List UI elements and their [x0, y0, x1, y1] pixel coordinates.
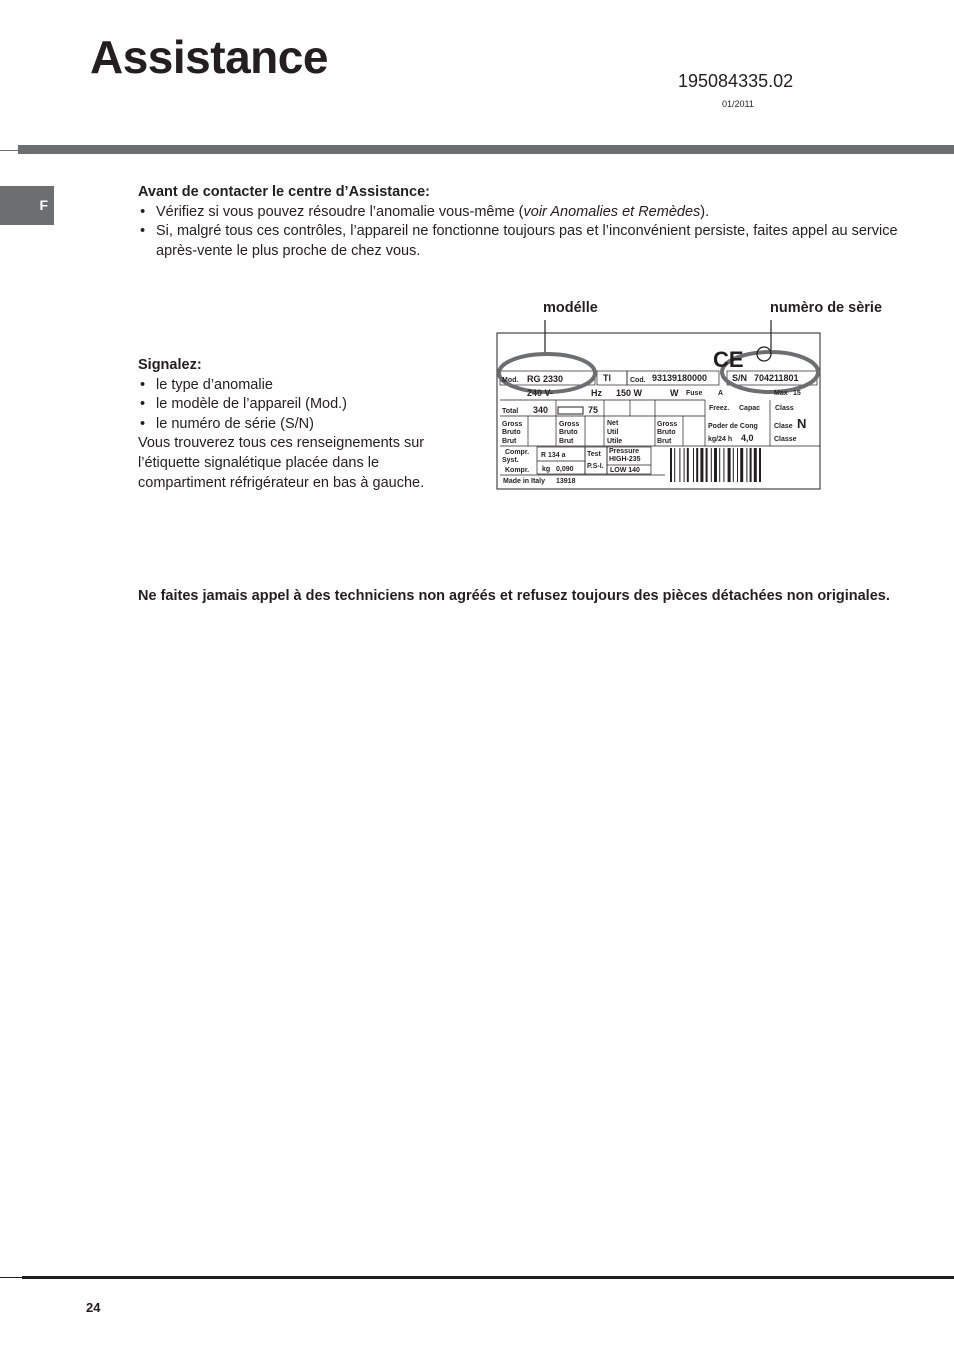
- plate-classe: Classe: [774, 436, 797, 443]
- plate-kompr: Kompr.: [505, 467, 530, 474]
- signal-item: [138, 415, 458, 435]
- footer-rule-left: [0, 1277, 22, 1278]
- signal-item-text: le modèle de l’appareil (Mod.): [156, 396, 348, 413]
- plate-refrigerant: R 134 a: [541, 452, 566, 459]
- plate-class-value: N: [797, 416, 807, 431]
- plate-cod-value: 93139180000: [652, 373, 708, 383]
- plate-kg: kg: [542, 466, 551, 473]
- barcode-bar: [740, 448, 743, 482]
- plate-bruto-2: Bruto: [559, 429, 578, 436]
- plate-cod-label: Cod.: [630, 377, 646, 384]
- bullet-2-text: Si, malgré tous ces contrôles, l’appareil ne fonctionne toujours pas et l’inconvénient persiste, faites appel au service après-vente le plus proche de chez vous.: [156, 223, 898, 259]
- plate-class: Class: [775, 405, 794, 412]
- rating-plate: [440, 318, 840, 498]
- plate-syst: Syst.: [502, 457, 519, 464]
- document-date: 01/2011: [722, 99, 754, 109]
- plate-made-in: Made in Italy: [503, 478, 546, 485]
- signal-item: [138, 376, 458, 396]
- plate-hz: Hz: [591, 388, 602, 398]
- bullet-dot: •: [140, 376, 146, 393]
- plate-utile: Utile: [607, 438, 623, 445]
- barcode-bar: [687, 448, 689, 482]
- plate-total: Total: [502, 408, 519, 415]
- barcode-bar: [759, 448, 761, 482]
- plate-max: Max: [774, 390, 788, 397]
- barcode-bar: [674, 448, 675, 482]
- footer-rule: [22, 1276, 954, 1279]
- plate-mod-value: RG 2330: [527, 374, 564, 384]
- barcode-bar: [723, 448, 724, 482]
- plate-brut-3: Brut: [657, 438, 672, 445]
- barcode-bar: [696, 448, 698, 482]
- barcode-bar: [711, 448, 712, 482]
- plate-value-75: 75: [588, 405, 599, 415]
- barcode-bar: [750, 448, 752, 482]
- plate-gross-3: Gross: [657, 421, 678, 428]
- bullet-1-text-post: ).: [700, 203, 710, 220]
- plate-brut-1: Brut: [502, 438, 517, 445]
- page-number: 24: [86, 1300, 101, 1315]
- header-rule-left: [0, 150, 18, 151]
- signal-paragraph: Vous trouverez tous ces renseignements sur l’étiquette signalétique placée dans le compartiment réfrigérateur en bas à gauche.: [138, 435, 425, 491]
- plate-watt-2: W: [670, 388, 679, 398]
- bullet-1-link-text: voir Anomalies et Remèdes: [523, 203, 701, 220]
- plate-test: Test: [587, 451, 601, 458]
- bullet-1-text-pre: Vérifiez si vous pouvez résoudre l’anomalie vous-même (: [156, 203, 524, 220]
- bullet-dot: •: [140, 415, 146, 432]
- intro-heading: Avant de contacter le centre d’Assistance:: [138, 184, 430, 200]
- signal-item-text: le type d’anomalie: [156, 376, 273, 393]
- plate-psi: P.S-I.: [587, 463, 604, 470]
- barcode-bar: [684, 448, 685, 482]
- plate-sn-value: 704211801: [754, 373, 799, 383]
- plate-gross-2: Gross: [559, 421, 580, 428]
- barcode-bar: [670, 448, 672, 482]
- page-title: Assistance: [90, 31, 328, 83]
- plate-tl: Tl: [603, 373, 611, 383]
- document-number: 195084335.02: [678, 71, 794, 91]
- plate-amp: A: [718, 390, 724, 397]
- plate-serial-callout: numèro de sèrie: [770, 300, 883, 316]
- barcode-bar: [706, 448, 708, 482]
- plate-capac: Capac: [739, 405, 761, 412]
- plate-bruto-1: Bruto: [502, 429, 521, 436]
- plate-fuse: Fuse: [686, 390, 703, 397]
- plate-mod-label: Mod.: [502, 377, 519, 384]
- plate-clase: Clase: [774, 423, 793, 430]
- signal-section: [138, 356, 458, 493]
- signal-item: [138, 395, 458, 415]
- barcode-bar: [754, 448, 757, 482]
- barcode-bar: [700, 448, 703, 482]
- plate-high: HIGH-235: [609, 456, 641, 463]
- plate-model-callout: modélle: [543, 300, 598, 316]
- intro-bullet-1: [138, 203, 908, 223]
- signal-item-text: le numéro de série (S/N): [156, 415, 314, 432]
- warning-text: Ne faites jamais appel à des techniciens non agréés et refusez toujours des pièces détachées non originales.: [138, 588, 890, 604]
- intro-section: [138, 183, 908, 261]
- plate-kg-value: 0,090: [556, 466, 574, 473]
- plate-total-value: 340: [533, 405, 549, 415]
- plate-gross-1: Gross: [502, 421, 523, 428]
- plate-poder: Poder de Cong: [708, 423, 758, 430]
- barcode-bar: [693, 448, 694, 482]
- plate-max-value: 15: [793, 390, 801, 397]
- barcode-bar: [746, 448, 747, 482]
- bullet-dot: •: [140, 223, 146, 240]
- barcode-bar: [733, 448, 734, 482]
- plate-low: LOW 140: [610, 467, 640, 474]
- barcode-bar: [728, 448, 731, 482]
- ce-mark-icon: CE: [713, 347, 744, 372]
- plate-bruto-3: Bruto: [657, 429, 676, 436]
- plate-compr: Compr.: [505, 449, 530, 456]
- barcode-bar: [679, 448, 680, 482]
- plate-sn-label: S/N: [732, 373, 748, 383]
- plate-watt: 150 W: [616, 388, 643, 398]
- plate-net: Net: [607, 420, 619, 427]
- barcode-bar: [714, 448, 717, 482]
- header-rule: [18, 145, 954, 154]
- intro-bullet-2: [138, 222, 908, 261]
- plate-made-code: 13918: [556, 478, 576, 485]
- plate-brut-2: Brut: [559, 438, 574, 445]
- bullet-dot: •: [140, 396, 146, 413]
- plate-kg24-value: 4,0: [741, 433, 754, 443]
- plate-util: Util: [607, 429, 619, 436]
- signal-heading: Signalez:: [138, 357, 202, 373]
- barcode-bar: [737, 448, 738, 482]
- plate-pressure: Pressure: [609, 448, 639, 455]
- barcode-icon: [670, 448, 761, 482]
- plate-freez: Freez.: [709, 405, 730, 412]
- plate-voltage: 240 V-: [527, 388, 554, 398]
- bullet-dot: •: [140, 203, 146, 220]
- plate-kg24: kg/24 h: [708, 436, 733, 443]
- language-tab: F: [0, 186, 54, 225]
- barcode-bar: [719, 448, 720, 482]
